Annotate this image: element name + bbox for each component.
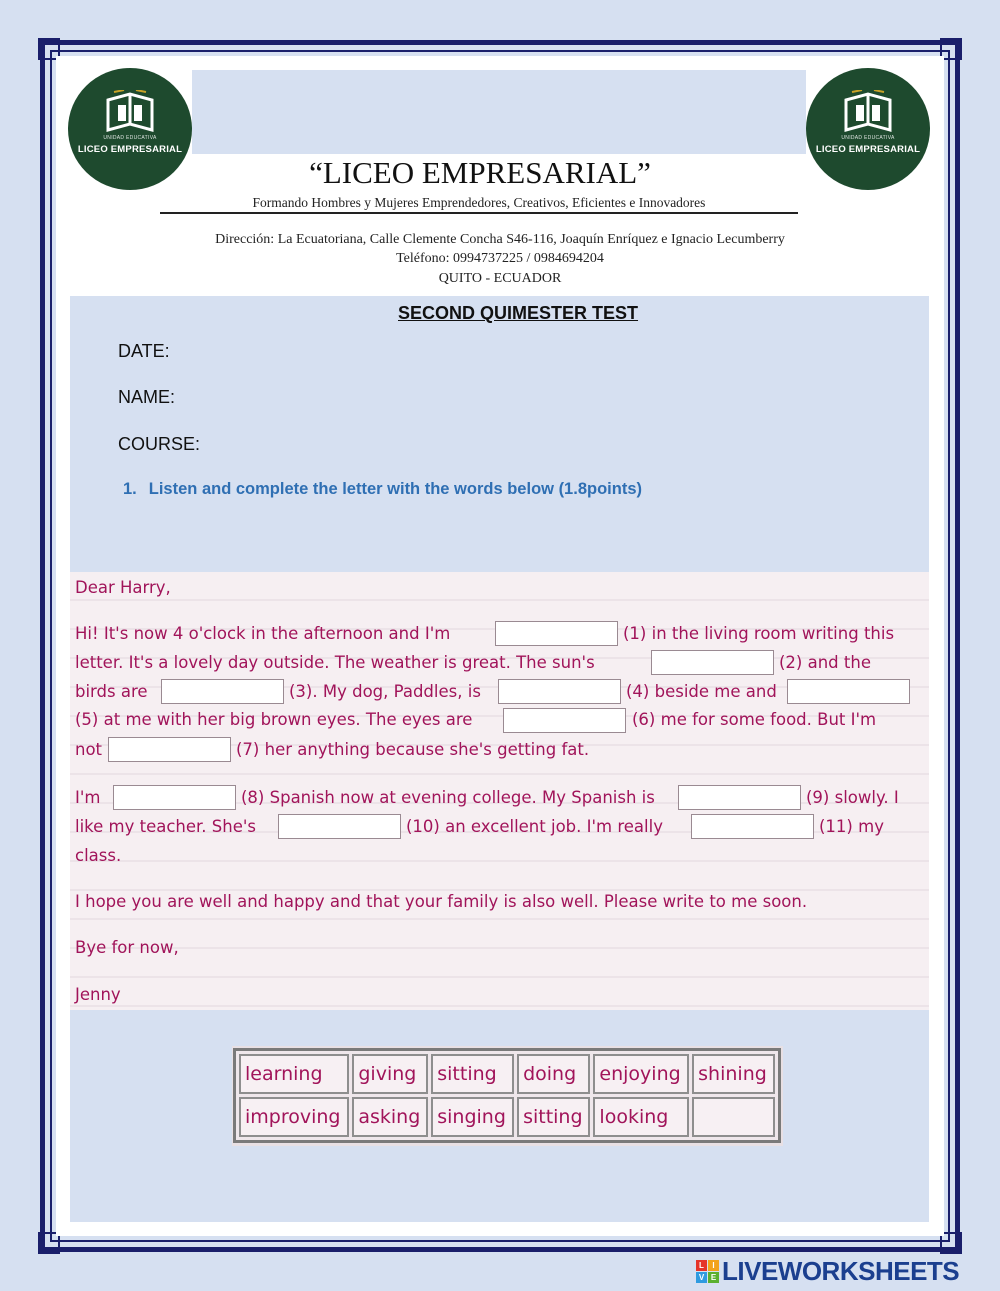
letter-text: (11) my [819,817,884,836]
liveworksheets-wordmark: LIVEWORKSHEETS [722,1255,960,1286]
logo-name: LICEO EMPRESARIAL [815,144,921,155]
letter-text: (5) at me with her big brown eyes. The eyes are [75,710,473,729]
test-title: SECOND QUIMESTER TEST [398,303,639,323]
word-bank-row [239,1097,775,1137]
instruction [123,480,642,499]
answer-input-5[interactable] [787,679,910,704]
liveworksheets-icon [696,1260,719,1283]
letter-text: I hope you are well and happy and that your family is also well. Please write to me soon. [75,892,808,911]
letter-text: (4) beside me and [626,682,777,701]
letter-text: birds are [75,682,148,701]
school-city: QUITO - ECUADOR [438,271,562,286]
logo-small-text: UNIDAD EDUCATIVA [841,135,895,141]
answer-input-1[interactable] [495,621,618,646]
letter-text: (3). My dog, Paddles, is [289,682,481,701]
letter-text: (6) me for some food. But I'm [632,710,877,729]
letter-text: (7) her anything because she's getting fat. [236,740,590,759]
name-label: NAME: [118,387,176,407]
header-band [192,70,806,154]
logo-square: L [696,1260,707,1271]
letter-text: (1) in the living room writing this [623,624,895,643]
school-phone: Teléfono: 0994737225 / 0984694204 [396,251,604,266]
answer-input-9[interactable] [678,785,801,810]
word-bank [233,1048,781,1143]
book-icon [104,90,156,134]
letter-text: (10) an excellent job. I'm really [406,817,663,836]
school-title: “LICEO EMPRESARIAL” [309,155,651,190]
letter-signature: Jenny [75,985,121,1004]
word-bank-cell: sitting [431,1054,514,1094]
logo-name: LICEO EMPRESARIAL [77,144,183,155]
liveworksheets-logo [696,1257,959,1285]
logo-square: E [708,1272,719,1283]
letter-text: not [75,740,103,759]
word-bank-cell: looking [593,1097,689,1137]
answer-input-10[interactable] [278,814,401,839]
letter-text: like my teacher. She's [75,817,257,836]
school-motto: Formando Hombres y Mujeres Emprendedores, Creativos, Eficientes e Innovadores [160,195,798,214]
date-label: DATE: [118,341,170,361]
answer-input-3[interactable] [161,679,284,704]
letter-closing: Bye for now, [75,938,179,957]
letter-text: (8) Spanish now at evening college. My Spanish is [241,788,655,807]
answer-input-7[interactable] [108,737,231,762]
answer-input-4[interactable] [498,679,621,704]
instruction-text: Listen and complete the letter with the words below (1.8points) [148,480,642,498]
word-bank-cell: shining [692,1054,775,1094]
instruction-number: 1. [123,480,137,498]
letter-text: (2) and the [779,653,871,672]
word-bank-row [239,1054,775,1094]
letter-text: I'm [75,788,101,807]
answer-input-6[interactable] [503,708,626,733]
word-bank-cell: doing [517,1054,590,1094]
answer-input-11[interactable] [691,814,814,839]
word-bank-cell: singing [431,1097,514,1137]
word-bank-cell [692,1097,775,1137]
letter-text: class. [75,846,122,865]
school-logo-right [806,68,930,190]
logo-square: V [696,1272,707,1283]
word-bank-cell: sitting [517,1097,590,1137]
school-address: Dirección: La Ecuatoriana, Calle Clemente Concha S46-116, Joaquín Enríquez e Ignacio Lecumberry [215,232,785,247]
letter-text: (9) slowly. I [806,788,899,807]
logo-square: I [708,1260,719,1271]
word-bank-cell: enjoying [593,1054,689,1094]
logo-small-text: UNIDAD EDUCATIVA [103,135,157,141]
word-bank-cell: asking [352,1097,428,1137]
letter-text: Hi! It's now 4 o'clock in the afternoon and I'm [75,624,451,643]
book-icon [842,90,894,134]
course-label: COURSE: [118,434,201,454]
answer-input-8[interactable] [113,785,236,810]
answer-input-2[interactable] [651,650,774,675]
word-bank-cell: giving [352,1054,428,1094]
letter-text: letter. It's a lovely day outside. The weather is great. The sun's [75,653,595,672]
letter-greeting: Dear Harry, [75,578,171,597]
word-bank-cell: improving [239,1097,349,1137]
word-bank-cell: learning [239,1054,349,1094]
